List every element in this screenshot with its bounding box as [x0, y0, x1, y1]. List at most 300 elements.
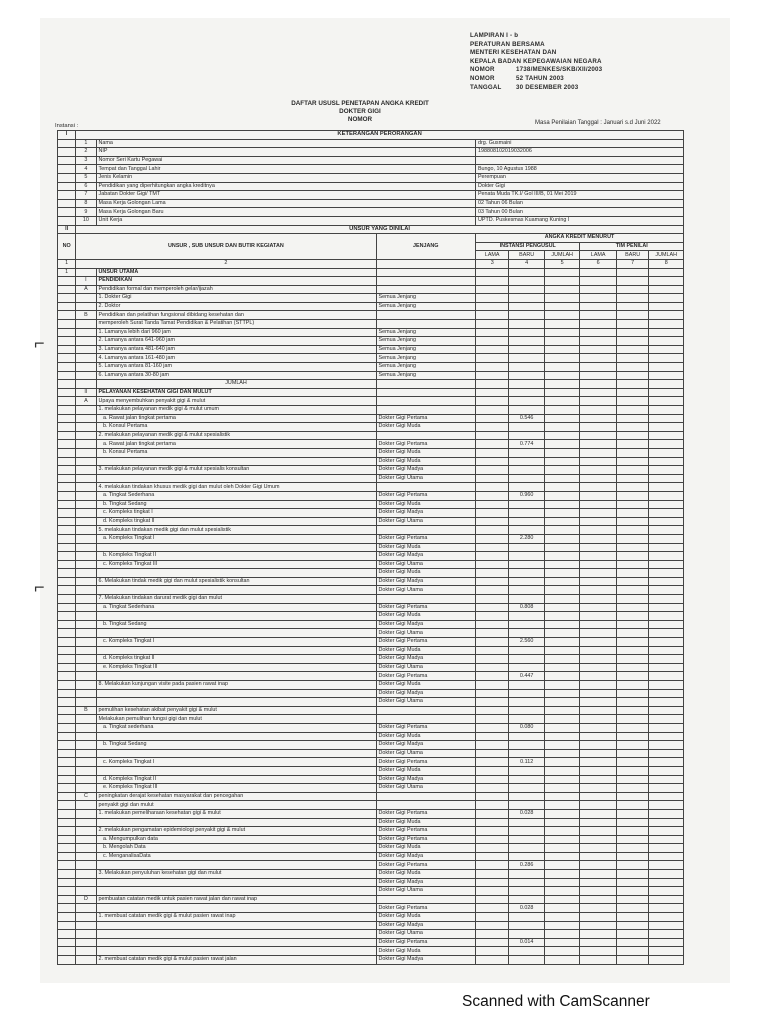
field-value: 02 Tahun 06 Bulan	[475, 199, 683, 208]
cell-jumlah	[544, 354, 580, 363]
cell-penilai-baru	[616, 801, 648, 810]
cell-baru	[509, 363, 545, 372]
row-kegiatan: a. Kompleks Tingkat I	[96, 534, 376, 543]
cell-penilai-baru	[616, 380, 648, 389]
cell-penilai-jumlah	[649, 466, 684, 475]
cell-penilai-lama	[580, 706, 617, 715]
row-sub	[76, 861, 96, 870]
cell-baru: 0.447	[509, 672, 545, 681]
row-sub	[76, 818, 96, 827]
row-jenjang: Dokter Gigi Utama	[376, 629, 475, 638]
unsur-row	[58, 414, 684, 423]
cell-penilai-jumlah	[649, 363, 684, 372]
cell-penilai-jumlah	[649, 638, 684, 647]
row-sub	[76, 603, 96, 612]
row-sub	[76, 638, 96, 647]
cell-baru: 0.080	[509, 723, 545, 732]
cell-penilai-lama	[580, 646, 617, 655]
row-no	[58, 491, 76, 500]
row-sub	[76, 560, 96, 569]
cell-penilai-lama	[580, 663, 617, 672]
cell-penilai-lama	[580, 466, 617, 475]
cell-baru	[509, 921, 545, 930]
unsur-row	[58, 904, 684, 913]
row-jenjang: Dokter Gigi Madya	[376, 775, 475, 784]
col-num: 5	[544, 259, 580, 268]
cell-penilai-lama	[580, 543, 617, 552]
cell-penilai-jumlah	[649, 483, 684, 492]
row-jenjang: Dokter Gigi Muda	[376, 766, 475, 775]
row-sub	[76, 715, 96, 724]
cell-lama	[475, 380, 508, 389]
cell-lama	[475, 732, 508, 741]
header-key: TANGGAL	[470, 83, 502, 91]
row-jenjang: Dokter Gigi Pertama	[376, 809, 475, 818]
cell-penilai-lama	[580, 947, 617, 956]
row-no	[58, 406, 76, 415]
cell-lama	[475, 406, 508, 415]
field-label: Tempat dan Tanggal Lahir	[96, 165, 475, 174]
cell-penilai-lama	[580, 569, 617, 578]
col-baru: BARU	[616, 251, 648, 260]
cell-jumlah	[544, 543, 580, 552]
cell-penilai-baru	[616, 603, 648, 612]
row-sub	[76, 423, 96, 432]
row-jenjang	[376, 792, 475, 801]
cell-penilai-jumlah	[649, 268, 684, 277]
unsur-row	[58, 852, 684, 861]
unsur-row	[58, 603, 684, 612]
row-jenjang: Dokter Gigi Pertama	[376, 638, 475, 647]
row-jenjang: Dokter Gigi Madya	[376, 956, 475, 965]
cell-baru: 0.960	[509, 491, 545, 500]
row-blank	[58, 199, 76, 208]
row-jenjang: Dokter Gigi Pertama	[376, 534, 475, 543]
row-sub	[76, 431, 96, 440]
field-label: Pendidikan yang diperhitungkan angka kreditnya	[96, 182, 475, 191]
cell-jumlah	[544, 603, 580, 612]
row-no	[58, 638, 76, 647]
col-tim-penilai: TIM PENILAI	[580, 242, 684, 251]
cell-penilai-lama	[580, 870, 617, 879]
cell-lama	[475, 328, 508, 337]
unsur-row	[58, 741, 684, 750]
cell-penilai-jumlah	[649, 689, 684, 698]
header-value: 52 TAHUN 2003	[516, 74, 564, 82]
row-sub	[76, 474, 96, 483]
column-number-row	[58, 259, 684, 268]
unsur-row	[58, 827, 684, 836]
row-no	[58, 818, 76, 827]
cell-penilai-lama	[580, 792, 617, 801]
cell-baru	[509, 749, 545, 758]
cell-penilai-lama	[580, 586, 617, 595]
cell-penilai-baru	[616, 328, 648, 337]
cell-baru	[509, 302, 545, 311]
cell-lama	[475, 689, 508, 698]
cell-penilai-lama	[580, 698, 617, 707]
cell-jumlah	[544, 706, 580, 715]
cell-lama	[475, 681, 508, 690]
row-sub	[76, 775, 96, 784]
row-kegiatan: 6. Lamanya antara 30-80 jam	[96, 371, 376, 380]
row-jenjang	[376, 397, 475, 406]
cell-jumlah	[544, 749, 580, 758]
cell-penilai-baru	[616, 629, 648, 638]
field-label: Nama	[96, 139, 475, 148]
cell-penilai-baru	[616, 792, 648, 801]
cell-baru	[509, 500, 545, 509]
cell-penilai-baru	[616, 526, 648, 535]
row-kegiatan: e. Kompleks Tingkat III	[96, 784, 376, 793]
row-no	[58, 302, 76, 311]
row-no	[58, 921, 76, 930]
cell-penilai-lama	[580, 285, 617, 294]
cell-penilai-lama	[580, 930, 617, 939]
cell-penilai-jumlah	[649, 423, 684, 432]
cell-jumlah	[544, 586, 580, 595]
cell-penilai-jumlah	[649, 552, 684, 561]
row-kegiatan	[96, 586, 376, 595]
cell-penilai-lama	[580, 500, 617, 509]
cell-jumlah	[544, 646, 580, 655]
cell-lama	[475, 457, 508, 466]
row-kegiatan: 2. melakukan pengamatan epidemiologi penyakit gigi & mulut	[96, 827, 376, 836]
cell-baru	[509, 706, 545, 715]
cell-penilai-baru	[616, 913, 648, 922]
cell-penilai-jumlah	[649, 646, 684, 655]
unsur-row	[58, 620, 684, 629]
row-sub	[76, 629, 96, 638]
cell-penilai-jumlah	[649, 904, 684, 913]
row-sub	[76, 749, 96, 758]
cell-baru	[509, 526, 545, 535]
cell-penilai-lama	[580, 689, 617, 698]
cell-penilai-jumlah	[649, 603, 684, 612]
cell-lama	[475, 268, 508, 277]
row-jenjang: Dokter Gigi Muda	[376, 681, 475, 690]
cell-baru	[509, 947, 545, 956]
row-no	[58, 758, 76, 767]
cell-penilai-lama	[580, 835, 617, 844]
cell-penilai-jumlah	[649, 870, 684, 879]
row-kegiatan	[96, 878, 376, 887]
cell-baru: 0.028	[509, 904, 545, 913]
cell-penilai-jumlah	[649, 749, 684, 758]
row-jenjang: Dokter Gigi Pertama	[376, 861, 475, 870]
cell-penilai-jumlah	[649, 345, 684, 354]
unsur-row	[58, 388, 684, 397]
cell-penilai-baru	[616, 302, 648, 311]
row-jenjang: Dokter Gigi Pertama	[376, 827, 475, 836]
col-num: 1	[58, 259, 76, 268]
unsur-row	[58, 543, 684, 552]
cell-baru	[509, 792, 545, 801]
cell-penilai-jumlah	[649, 887, 684, 896]
cell-penilai-baru	[616, 586, 648, 595]
cell-jumlah	[544, 320, 580, 329]
row-number: 3	[76, 156, 96, 165]
cell-penilai-baru	[616, 397, 648, 406]
row-sub	[76, 835, 96, 844]
cell-penilai-jumlah	[649, 878, 684, 887]
cell-penilai-jumlah	[649, 371, 684, 380]
row-jenjang	[376, 895, 475, 904]
row-kegiatan: JUMLAH	[96, 380, 376, 389]
row-sub	[76, 947, 96, 956]
row-sub	[76, 758, 96, 767]
row-kegiatan	[96, 474, 376, 483]
cell-lama	[475, 345, 508, 354]
cell-baru	[509, 560, 545, 569]
cell-lama	[475, 809, 508, 818]
row-kegiatan: 8. Melakukan kunjungan visite pada pasien rawat inap	[96, 681, 376, 690]
cell-penilai-lama	[580, 388, 617, 397]
cell-jumlah	[544, 560, 580, 569]
header-line	[470, 58, 602, 67]
row-no	[58, 930, 76, 939]
row-kegiatan: 1. melakukan pemeliharaan kesehatan gigi & mulut	[96, 809, 376, 818]
cell-penilai-lama	[580, 844, 617, 853]
row-jenjang: Dokter Gigi Pertama	[376, 672, 475, 681]
row-sub	[76, 766, 96, 775]
row-kegiatan: UNSUR UTAMA	[96, 268, 376, 277]
cell-penilai-jumlah	[649, 612, 684, 621]
row-kegiatan: 6. Melakukan tindak medik gigi dan mulut spesialistik konsultan	[96, 577, 376, 586]
cell-jumlah	[544, 904, 580, 913]
cell-penilai-jumlah	[649, 448, 684, 457]
cell-jumlah	[544, 956, 580, 965]
cell-penilai-baru	[616, 431, 648, 440]
field-label: NIP	[96, 148, 475, 157]
cell-jumlah	[544, 526, 580, 535]
cell-baru	[509, 294, 545, 303]
cell-lama	[475, 302, 508, 311]
cell-baru	[509, 431, 545, 440]
row-no	[58, 388, 76, 397]
row-sub	[76, 913, 96, 922]
cell-lama	[475, 878, 508, 887]
cell-penilai-jumlah	[649, 758, 684, 767]
cell-lama	[475, 371, 508, 380]
cell-baru	[509, 732, 545, 741]
row-kegiatan	[96, 938, 376, 947]
cell-penilai-baru	[616, 904, 648, 913]
cell-lama	[475, 792, 508, 801]
cell-penilai-jumlah	[649, 354, 684, 363]
cell-baru	[509, 852, 545, 861]
cell-baru	[509, 913, 545, 922]
row-sub	[76, 371, 96, 380]
cell-lama	[475, 938, 508, 947]
row-sub	[76, 612, 96, 621]
row-jenjang: Dokter Gigi Pertama	[376, 758, 475, 767]
row-no	[58, 655, 76, 664]
cell-jumlah	[544, 423, 580, 432]
cell-jumlah	[544, 663, 580, 672]
cell-penilai-baru	[616, 784, 648, 793]
unsur-header-row	[58, 225, 684, 234]
row-jenjang: Dokter Gigi Madya	[376, 577, 475, 586]
cell-penilai-jumlah	[649, 586, 684, 595]
cell-baru: 0.546	[509, 414, 545, 423]
row-no	[58, 947, 76, 956]
unsur-row	[58, 646, 684, 655]
cell-lama	[475, 852, 508, 861]
row-jenjang: Dokter Gigi Muda	[376, 844, 475, 853]
cell-penilai-lama	[580, 878, 617, 887]
row-no	[58, 956, 76, 965]
row-no	[58, 328, 76, 337]
field-value: Bungo, 10 Agustus 1988	[475, 165, 683, 174]
row-sub: A	[76, 397, 96, 406]
cell-penilai-lama	[580, 517, 617, 526]
cell-lama	[475, 706, 508, 715]
field-value: Perempuan	[475, 173, 683, 182]
cell-penilai-baru	[616, 672, 648, 681]
row-no	[58, 345, 76, 354]
cell-baru	[509, 698, 545, 707]
cell-jumlah	[544, 913, 580, 922]
cell-lama	[475, 423, 508, 432]
cell-jumlah	[544, 827, 580, 836]
cell-lama	[475, 827, 508, 836]
cell-jumlah	[544, 689, 580, 698]
cell-penilai-lama	[580, 474, 617, 483]
row-sub	[76, 363, 96, 372]
col-lama: LAMA	[580, 251, 617, 260]
row-kegiatan: c. Kompleks Tingkat I	[96, 758, 376, 767]
cell-penilai-jumlah	[649, 663, 684, 672]
cell-penilai-baru	[616, 560, 648, 569]
cell-jumlah	[544, 431, 580, 440]
row-jenjang: Semua Jenjang	[376, 328, 475, 337]
row-kegiatan: PELAYANAN KESEHATAN GIGI DAN MULUT	[96, 388, 376, 397]
col-no: NO	[58, 234, 76, 260]
row-jenjang: Dokter Gigi Muda	[376, 543, 475, 552]
row-sub	[76, 809, 96, 818]
cell-penilai-lama	[580, 784, 617, 793]
cell-penilai-lama	[580, 328, 617, 337]
cell-penilai-baru	[616, 638, 648, 647]
cell-baru	[509, 569, 545, 578]
field-label: Unit Kerja	[96, 216, 475, 225]
cell-penilai-lama	[580, 320, 617, 329]
row-no	[58, 723, 76, 732]
unsur-row	[58, 672, 684, 681]
row-no	[58, 775, 76, 784]
cell-jumlah	[544, 938, 580, 947]
cell-lama	[475, 801, 508, 810]
cell-jumlah	[544, 294, 580, 303]
row-no	[58, 878, 76, 887]
row-kegiatan	[96, 947, 376, 956]
unsur-row	[58, 337, 684, 346]
row-no	[58, 904, 76, 913]
row-kegiatan	[96, 629, 376, 638]
header-key: NOMOR	[470, 66, 495, 74]
row-sub	[76, 491, 96, 500]
cell-lama	[475, 629, 508, 638]
row-no	[58, 277, 76, 286]
row-kegiatan: a. Tingkat sederhana	[96, 723, 376, 732]
cell-jumlah	[544, 947, 580, 956]
keterangan-row	[58, 139, 684, 148]
section-number: II	[58, 225, 76, 234]
row-no	[58, 380, 76, 389]
row-kegiatan: b. Konsul Pertama	[96, 423, 376, 432]
cell-penilai-jumlah	[649, 337, 684, 346]
cell-penilai-lama	[580, 294, 617, 303]
cell-lama	[475, 698, 508, 707]
row-kegiatan: 2. membuat catatan medik gigi & mulut pasien rawat jalan	[96, 956, 376, 965]
row-no	[58, 371, 76, 380]
unsur-row	[58, 474, 684, 483]
row-kegiatan: 2. melakukan pelayanan medik gigi & mulut spesialistik	[96, 431, 376, 440]
col-num: 6	[580, 259, 617, 268]
row-no	[58, 681, 76, 690]
unsur-row	[58, 526, 684, 535]
row-sub	[76, 827, 96, 836]
row-kegiatan: b. Konsul Pertama	[96, 448, 376, 457]
cell-penilai-baru	[616, 534, 648, 543]
col-num: 3	[475, 259, 508, 268]
row-sub: B	[76, 706, 96, 715]
cell-jumlah	[544, 741, 580, 750]
row-no	[58, 663, 76, 672]
row-jenjang: Dokter Gigi Utama	[376, 517, 475, 526]
keterangan-row	[58, 182, 684, 191]
row-sub	[76, 672, 96, 681]
field-label: Nomor Seri Kartu Pegawai	[96, 156, 475, 165]
unsur-row	[58, 457, 684, 466]
cell-penilai-baru	[616, 294, 648, 303]
cell-lama	[475, 887, 508, 896]
cell-baru	[509, 595, 545, 604]
unsur-row	[58, 792, 684, 801]
row-no	[58, 294, 76, 303]
cell-jumlah	[544, 363, 580, 372]
col-num: 4	[509, 259, 545, 268]
unsur-row	[58, 956, 684, 965]
row-sub	[76, 337, 96, 346]
cell-penilai-baru	[616, 681, 648, 690]
cell-jumlah	[544, 930, 580, 939]
row-sub	[76, 380, 96, 389]
field-value: 03 Tahun 00 Bulan	[475, 208, 683, 217]
cell-penilai-lama	[580, 732, 617, 741]
cell-lama	[475, 311, 508, 320]
unsur-row	[58, 268, 684, 277]
row-no	[58, 801, 76, 810]
row-jenjang: Dokter Gigi Madya	[376, 689, 475, 698]
cell-penilai-jumlah	[649, 406, 684, 415]
row-kegiatan: pemulihan kesehatan akibat penyakit gigi & mulut	[96, 706, 376, 715]
row-no	[58, 887, 76, 896]
cell-penilai-jumlah	[649, 526, 684, 535]
cell-jumlah	[544, 397, 580, 406]
row-blank	[58, 165, 76, 174]
form-nomor: NOMOR	[347, 116, 373, 123]
row-kegiatan	[96, 930, 376, 939]
unsur-row	[58, 586, 684, 595]
unsur-row	[58, 938, 684, 947]
cell-lama	[475, 354, 508, 363]
cell-lama	[475, 294, 508, 303]
cell-penilai-baru	[616, 414, 648, 423]
binder-hole-mark: ⌐	[34, 577, 45, 597]
row-kegiatan: memperoleh Surat Tanda Tamat Pendidikan & Pelatihan (STTPL)	[96, 320, 376, 329]
